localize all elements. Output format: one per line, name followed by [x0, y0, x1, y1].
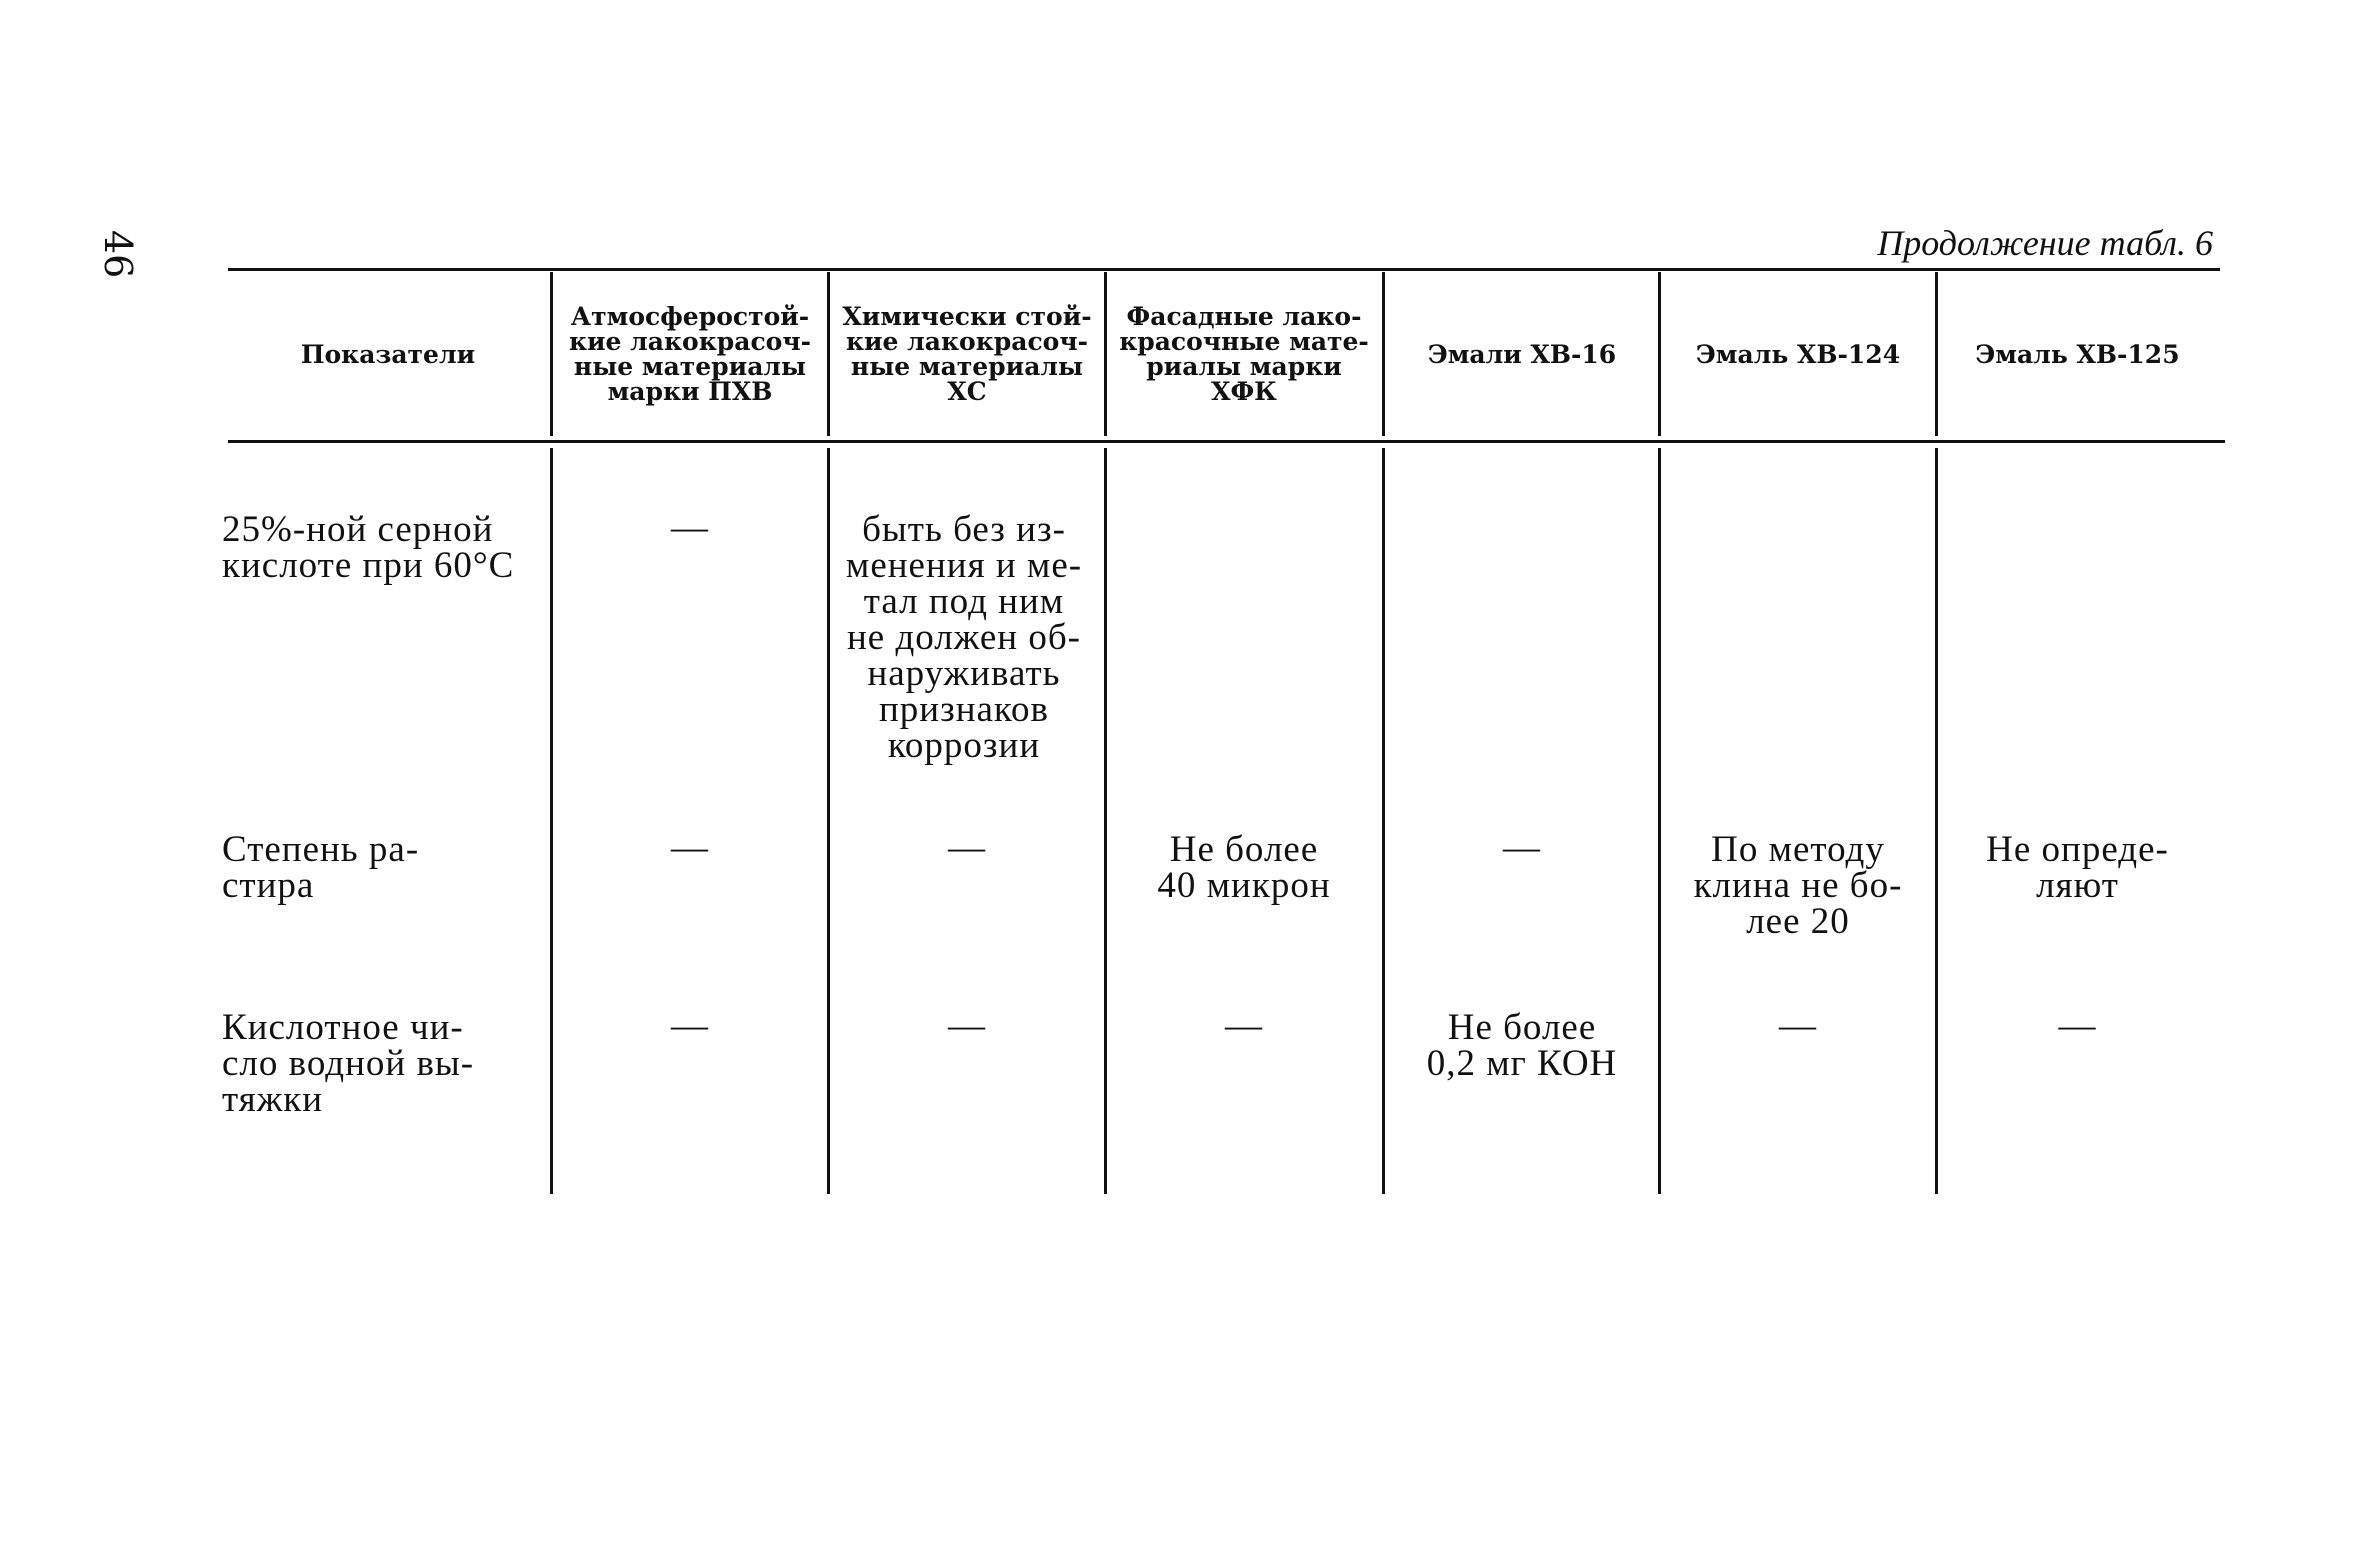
- column-header-text: Атмосферостой- кие лакокрасоч- ные материалы марки ПХВ: [568, 302, 812, 406]
- column-divider: [550, 272, 553, 436]
- column-header-text: Показатели: [300, 339, 476, 369]
- table-cell: Не более 40 микрон: [1157, 829, 1331, 906]
- column-divider: [1382, 272, 1385, 436]
- table-cell: Не опреде- ляют: [1986, 829, 2169, 906]
- column-divider: [1382, 448, 1385, 1194]
- column-header-khv125: [1940, 278, 2215, 430]
- page-number: 46: [96, 230, 140, 279]
- table-cell: По методу клина не бо- лее 20: [1693, 829, 1903, 942]
- table-top-rule: [228, 268, 2220, 271]
- column-header-khv16: [1387, 278, 1657, 430]
- table-continuation-caption: Продолжение табл. 6: [1877, 223, 2213, 263]
- column-header-text: Фасадные лако- красочные мате- риалы марки ХФК: [1119, 302, 1369, 406]
- row-label: 25%-ной серной кислоте при 60°С: [222, 509, 515, 586]
- column-divider: [1658, 272, 1661, 436]
- table-cell: быть без из- менения и ме- тал под ним не должен об- наруживать признаков коррозии: [845, 509, 1083, 766]
- column-divider: [827, 272, 830, 436]
- column-divider: [550, 448, 553, 1194]
- column-header-indicators: [228, 278, 548, 430]
- table-cell: —: [671, 507, 709, 548]
- column-divider: [1104, 272, 1107, 436]
- row-label: Степень ра- стира: [222, 829, 420, 906]
- table-cell: Не более 0,2 мг КОН: [1426, 1007, 1618, 1084]
- column-divider: [1104, 448, 1107, 1194]
- column-header-khv124: [1663, 278, 1933, 430]
- column-header-text: Эмали ХВ-16: [1427, 339, 1617, 369]
- table-cell: —: [948, 1005, 986, 1046]
- column-divider: [1935, 448, 1938, 1194]
- column-header-khs: [832, 278, 1102, 430]
- column-header-text: Эмаль ХВ-125: [1975, 339, 2180, 369]
- header-bottom-rule: [228, 440, 2225, 443]
- column-header-khfk: [1109, 278, 1379, 430]
- table-cell: —: [2058, 1005, 2097, 1046]
- table-cell: —: [1503, 827, 1541, 868]
- column-divider: [1658, 448, 1661, 1194]
- column-header-text: Эмаль ХВ-124: [1695, 339, 1901, 369]
- column-header-pkhv: [555, 278, 825, 430]
- table-cell: —: [1779, 1005, 1817, 1046]
- column-divider: [1935, 272, 1938, 436]
- table-cell: —: [948, 827, 986, 868]
- column-header-text: Химически стой- кие лакокрасоч- ные материалы ХС: [842, 302, 1092, 406]
- table-cell: —: [1225, 1005, 1263, 1046]
- table-cell: —: [671, 827, 709, 868]
- table-cell: —: [671, 1005, 709, 1046]
- row-label: Кислотное чи- сло водной вы- тяжки: [222, 1007, 475, 1120]
